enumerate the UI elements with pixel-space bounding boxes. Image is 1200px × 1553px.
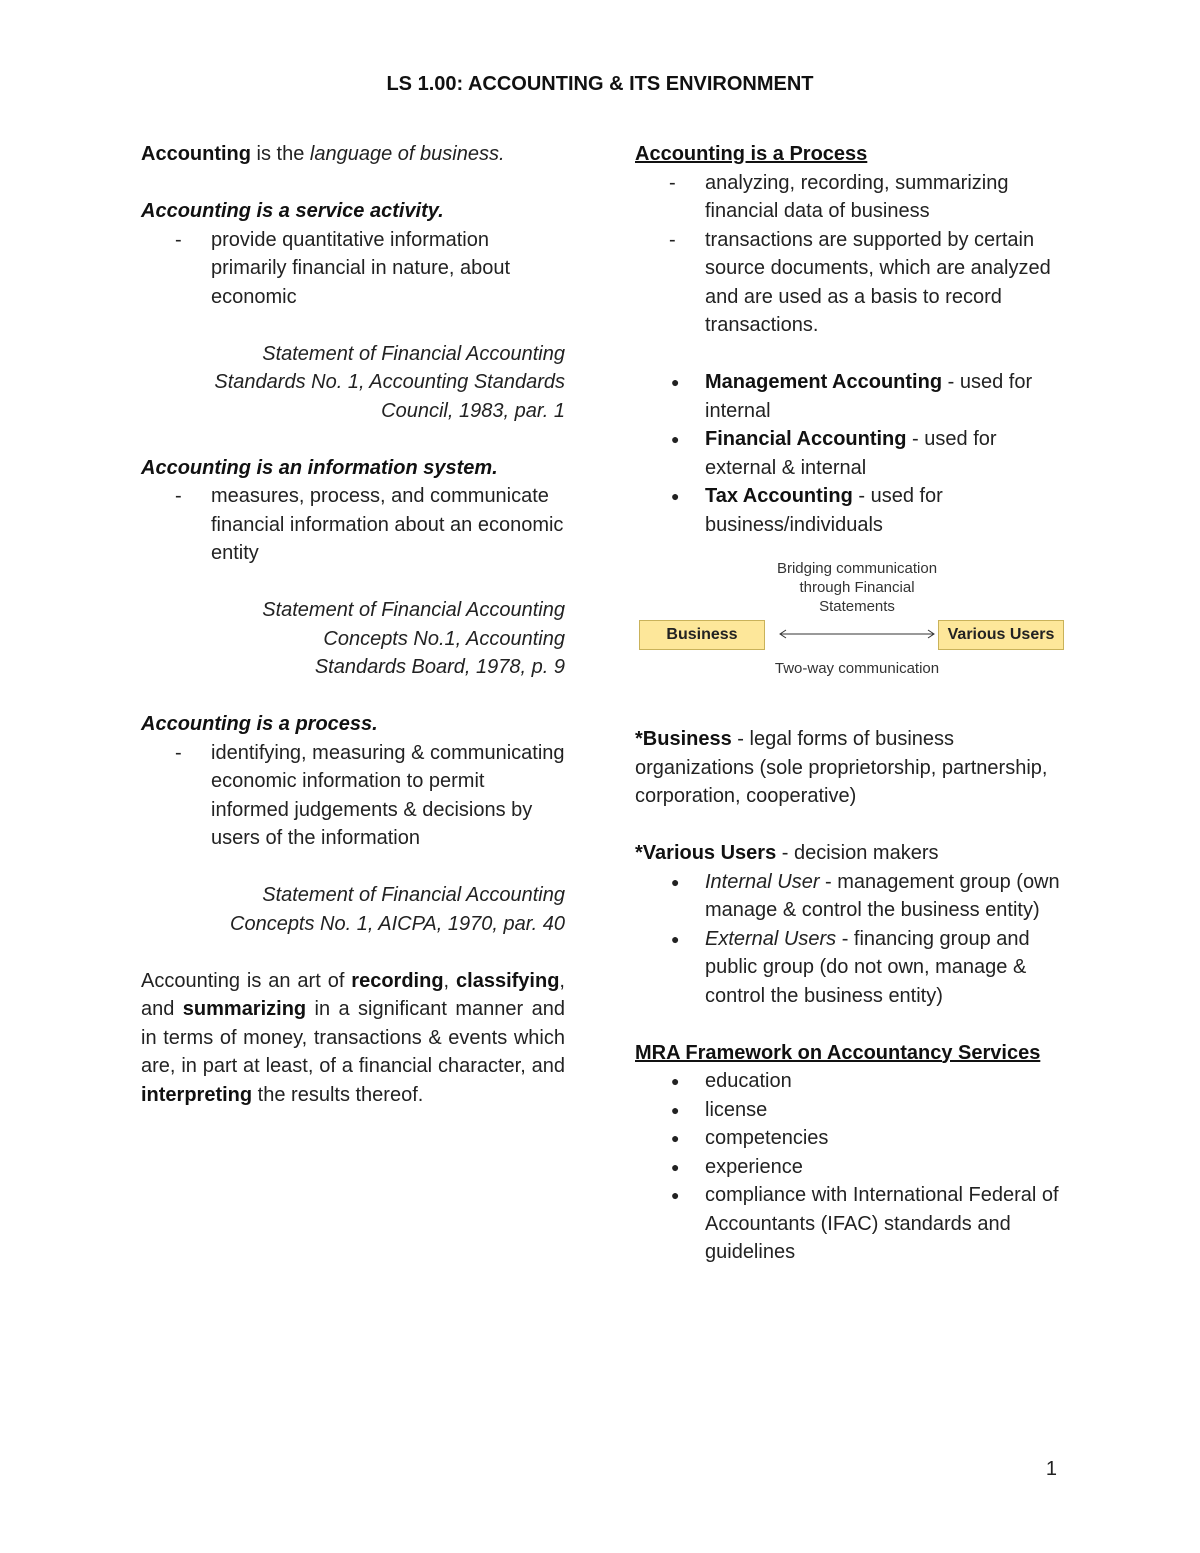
process-step: - transactions are supported by certain source documents, which are analyzed and are used as a basis to record transactions. <box>669 228 1051 336</box>
various-users-box: Various Users <box>938 620 1064 650</box>
business-box: Business <box>639 620 765 650</box>
two-way-arrow-icon <box>777 627 937 641</box>
communication-diagram <box>637 547 1065 677</box>
service-citation-1: Statement of Financial Accounting <box>262 342 565 365</box>
page-title: LS 1.00: ACCOUNTING & ITS ENVIRONMENT <box>386 73 814 95</box>
info-citation-3: Standards Board, 1978, p. 9 <box>314 656 565 678</box>
process-step: - analyzing, recording, summarizing financial data of business <box>669 171 1009 222</box>
diagram-bottom-caption: Two-way communication <box>774 660 940 677</box>
process-citation-1: Statement of Financial Accounting <box>262 884 565 906</box>
process-item: - identifying, measuring & communicating economic information to permit informed judgements & decisions by users of the information <box>175 741 565 849</box>
process-heading: Accounting is a process. <box>141 713 378 735</box>
mra-item: ● experience <box>671 1155 803 1178</box>
service-citation-2: Standards No. 1, Accounting Standards <box>214 371 565 393</box>
info-citation-2: Concepts No.1, Accounting <box>323 627 565 650</box>
service-heading: Accounting is a service activity. <box>141 200 444 222</box>
info-item: - measures, process, and communicate financial information about an economic entity <box>175 485 564 564</box>
intro-mid: is the <box>251 143 310 165</box>
info-citation-1: Statement of Financial Accounting <box>262 599 565 621</box>
info-heading: Accounting is an information system. <box>141 456 498 479</box>
user-type: ● External Users - financing group and public group (do not own, manage & control the business entity) <box>671 927 1030 1007</box>
intro-italic: language of business. <box>309 143 505 165</box>
accounting-type: ● Management Accounting - used for internal <box>671 371 1033 422</box>
process-citation-2: Concepts No. 1, AICPA, 1970, par. 40 <box>230 912 565 935</box>
users-note: *Various Users - decision makers <box>635 842 939 864</box>
process-section-heading: Accounting is a Process <box>635 143 868 165</box>
accounting-definition: Accounting is an art of recording, classifying, and summarizing in a significant manner and in terms of money, transactions & events which are, in part at least, of a financial character, and interpreting the results thereof. <box>141 969 565 1106</box>
accounting-type: ● Tax Accounting - used for business/individuals <box>671 485 943 536</box>
page-number: 1 <box>1045 1458 1057 1480</box>
user-type: ● Internal User - management group (own manage & control the business entity) <box>671 870 1060 921</box>
mra-item: ● competencies <box>671 1127 829 1149</box>
left-column <box>141 140 565 1109</box>
intro-term: Accounting <box>141 143 251 165</box>
mra-heading: MRA Framework on Accountancy Services <box>635 1041 1041 1064</box>
diagram-top-caption: Bridging communication through Financial Statements <box>776 560 938 615</box>
intro-line <box>141 140 565 169</box>
right-column <box>635 140 1065 1267</box>
mra-item: ● education <box>671 1070 792 1092</box>
mra-item: ● license <box>671 1098 768 1121</box>
business-note: *Business - legal forms of business organizations (sole proprietorship, partnership, corporation, cooperative) <box>635 728 1048 807</box>
mra-item: ● compliance with International Federal of Accountants (IFAC) standards and guidelines <box>671 1184 1059 1263</box>
service-citation-3: Council, 1983, par. 1 <box>381 399 565 422</box>
service-item: - provide quantitative information primarily financial in nature, about economic <box>175 228 511 308</box>
accounting-type: ● Financial Accounting - used for external & internal <box>671 428 997 479</box>
